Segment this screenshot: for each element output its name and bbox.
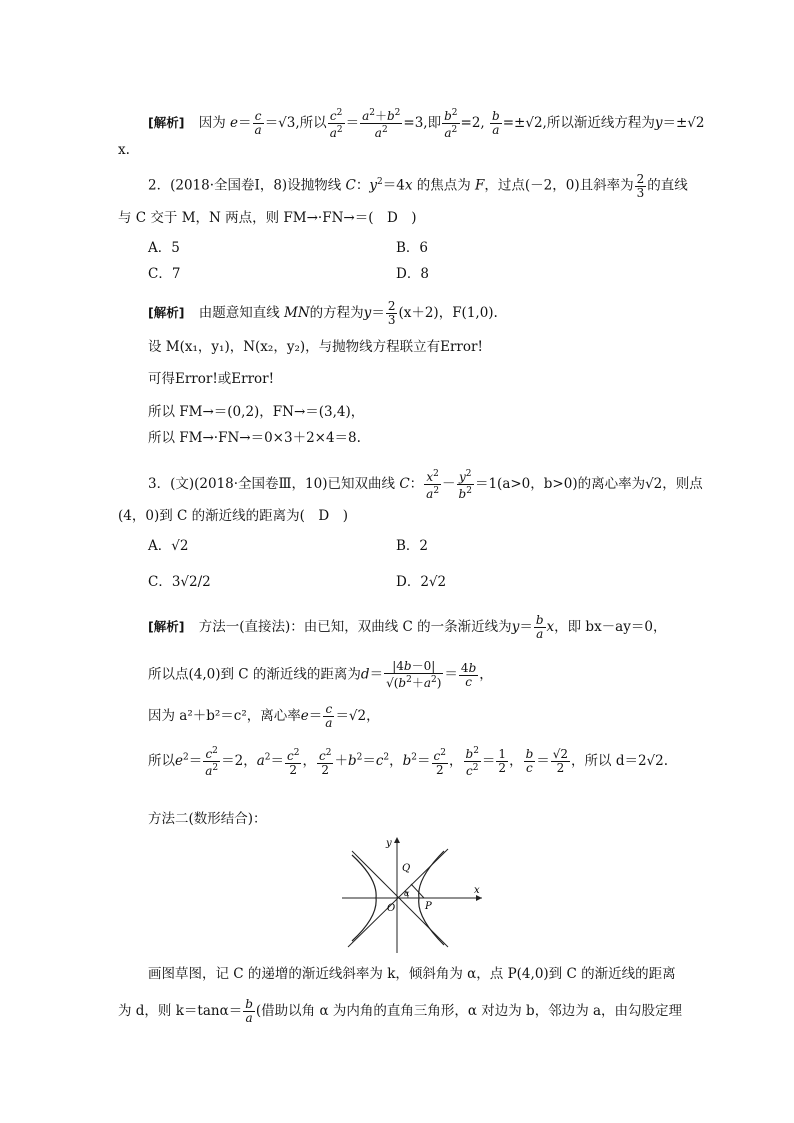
text: =3,即 bbox=[403, 115, 442, 131]
text: 的焦点为 bbox=[416, 177, 471, 194]
q3-option-d: D．2√2 bbox=[396, 574, 447, 590]
label-q: Q bbox=[402, 863, 411, 874]
q3-para2: 为 d，则 k＝tanα＝ $\frac{b}{a}$ (借助以角 α 为内角的直角三角形，α 对边为 b，邻边为 a，由勾股定理 bbox=[118, 997, 683, 1025]
q2-option-d: D．8 bbox=[396, 266, 429, 282]
q3-analysis-method1: [解析] 方法一(直接法)：由已知，双曲线 C 的一条渐近线为y＝ $\frac{b}{a}$ x，即 bx－ay＝0， bbox=[148, 613, 667, 641]
text: 3．(文)(2018·全国卷Ⅲ，10)已知双曲线 bbox=[148, 476, 396, 492]
q1-analysis-cont: x. bbox=[118, 142, 130, 158]
q3-stem-line1: 3．(文)(2018·全国卷Ⅲ，10)已知双曲线 C： $\frac{x^2}{a^2}$ － $\frac{y^2}{b^2}$ ＝1(a>0，b>0)的离心率为√2，则点 bbox=[148, 469, 703, 501]
hyperbola-figure bbox=[340, 835, 485, 955]
text: ,所以渐近线方程为 bbox=[542, 115, 655, 131]
text: 的方程为 bbox=[309, 305, 364, 321]
analysis-tag: [解析] bbox=[148, 619, 185, 634]
q3-analysis-calc: 所以$e^2=$ $\frac{c^2}{a^2}$ ＝2，$a^2=$ $\frac{c^2}{2}$ ， $\frac{c^2}{2}$ $+b^2=c^2$，$b^2=$ $\frac{c^2}{2}$ ， $\frac{b^2}{c^2}$ ＝ $\frac{1}{2}$ ， $\frac{b}{c}$ ＝ $\frac{√2}{2}$ ，所以 d＝2√2. bbox=[148, 746, 669, 778]
label-x: x bbox=[474, 885, 480, 896]
q2-analysis-line3: 可得Error!或Error! bbox=[148, 371, 275, 387]
text: 因为 bbox=[198, 115, 226, 131]
text: (x＋2)，F(1,0). bbox=[398, 305, 498, 321]
text: ，过点(－2，0)且斜率为 bbox=[484, 177, 634, 194]
text: ，所以 d＝2√2. bbox=[571, 753, 669, 769]
text: =2, bbox=[460, 115, 485, 131]
q2-stem-line1: 2．(2018·全国卷Ⅰ，8)设抛物线 C：$y^2=4x$ 的焦点为 F，过点(－2，0)且斜率为 $\frac{2}{3}$ 的直线 bbox=[148, 171, 688, 200]
q2-stem-line2: 与 C 交于 M，N 两点，则 FM→·FN→＝( D ) bbox=[118, 210, 417, 226]
label-p: P bbox=[425, 901, 432, 912]
text: ，即 bx－ay＝0， bbox=[554, 619, 667, 635]
text: 所以点(4,0)到 C 的渐近线的距离为 bbox=[148, 666, 361, 683]
q3-analysis-distance: 所以点(4,0)到 C 的渐近线的距离为d＝ $\frac{|4b-0|}{√(b^2+a^2)}$ ＝ $\frac{4b}{c}$ ， bbox=[148, 659, 493, 690]
q2-option-b: B．6 bbox=[396, 240, 429, 256]
asymptote-decreasing bbox=[352, 851, 448, 947]
text: 所以 bbox=[148, 753, 175, 769]
q3-method2: 方法二(数形结合)： bbox=[148, 811, 267, 827]
label-y: y bbox=[386, 838, 392, 849]
text: 2．(2018·全国卷Ⅰ，8)设抛物线 bbox=[148, 177, 342, 194]
text: 方法一(直接法)：由已知，双曲线 C 的一条渐近线为 bbox=[198, 619, 512, 635]
label-alpha: α bbox=[404, 889, 410, 898]
text: 因为 a²＋b²＝c²，离心率 bbox=[148, 708, 301, 724]
q2-analysis-line1: [解析] 由题意知直线 MN的方程为y＝ $\frac{2}{3}$ (x＋2)，F(1,0). bbox=[148, 299, 498, 327]
q2-option-c: C．7 bbox=[148, 266, 181, 282]
q2-analysis-line2: 设 M(x₁，y₁)，N(x₂，y₂)，与抛物线方程联立有Error! bbox=[148, 339, 483, 355]
distance-segment bbox=[411, 884, 424, 898]
text: 为 d，则 k＝tanα＝ bbox=[118, 1003, 243, 1019]
text: 的直线 bbox=[647, 177, 688, 194]
q3-stem-line2: (4，0)到 C 的渐近线的距离为( D ) bbox=[118, 508, 348, 524]
analysis-tag: [解析] bbox=[148, 305, 185, 320]
q2-option-a: A．5 bbox=[148, 240, 180, 256]
q2-analysis-line5: 所以 FM→·FN→＝0×3＋2×4＝8. bbox=[148, 430, 361, 446]
q1-analysis-line: [解析] 因为 e＝ $\frac{c}{a}$ ＝√3,所以 $\frac{c^2}{a^2}$ ＝ $\frac{a^2+b^2}{a^2}$ =3,即 $\frac{b^2}{a^2}$ =2, $\frac{b}{a}$ =±√2,所以渐近线方程为y＝±√2 bbox=[148, 108, 705, 140]
q3-para1: 画图草图，记 C 的递增的渐近线斜率为 k，倾斜角为 α，点 P(4,0)到 C 的渐近线的距离 bbox=[148, 966, 676, 982]
text: =± bbox=[502, 115, 526, 131]
q3-analysis-eccentricity: 因为 a²＋b²＝c²，离心率e＝ $\frac{c}{a}$ ＝√2， bbox=[148, 702, 380, 730]
text: ＝1(a>0，b>0)的离心率为√2，则点 bbox=[474, 476, 703, 492]
text: 由题意知直线 bbox=[198, 305, 280, 321]
analysis-tag: [解析] bbox=[148, 115, 185, 130]
q2-analysis-line4: 所以 FM→＝(0,2)，FN→＝(3,4)， bbox=[148, 404, 365, 420]
q3-option-b: B．2 bbox=[396, 538, 429, 554]
q3-option-c: C．3√2/2 bbox=[148, 574, 211, 590]
label-o: O bbox=[387, 903, 396, 914]
text: ,所以 bbox=[295, 115, 327, 131]
text: (借助以角 α 为内角的直角三角形，α 对边为 b，邻边为 a，由勾股定理 bbox=[255, 1003, 683, 1019]
q3-option-a: A．√2 bbox=[148, 538, 189, 554]
y-axis-arrow bbox=[394, 837, 400, 843]
